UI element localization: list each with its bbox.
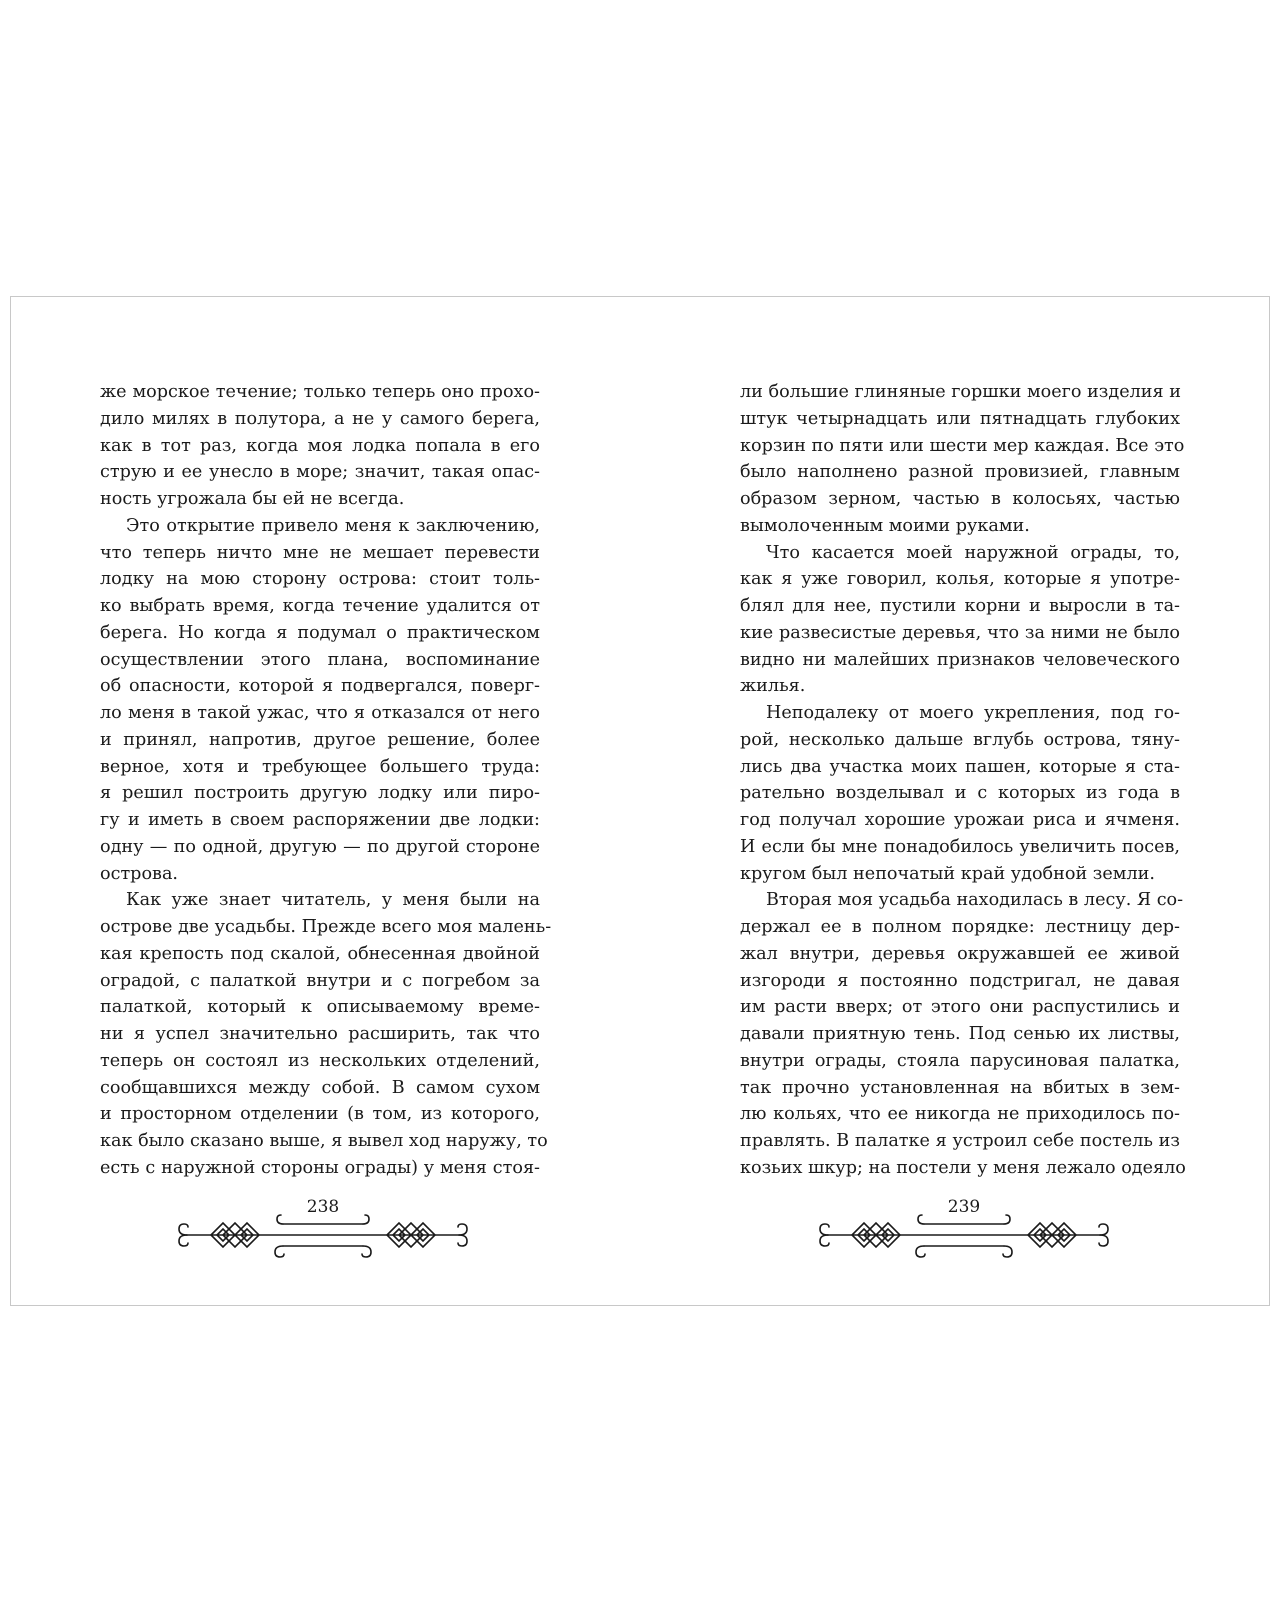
- scroll-ornament-icon: [173, 1211, 473, 1267]
- text-line: внутри ограды, стояла парусиновая палатка,: [740, 1050, 1180, 1071]
- text-line: так прочно установленная на вбитых в зем-: [740, 1077, 1180, 1098]
- right-page-footer: [814, 1197, 1114, 1267]
- text-line: я решил построить другую лодку или пиро-: [100, 783, 540, 804]
- text-line: видно ни малейших признаков человеческого: [740, 649, 1180, 670]
- text-line: струю и ее унесло в море; значит, такая опас-: [100, 462, 540, 483]
- text-line: ни я успел значительно расширить, так что: [100, 1024, 540, 1044]
- text-line: теперь он состоял из нескольких отделений,: [100, 1050, 540, 1071]
- text-line: ло меня в такой ужас, что я отказался от него: [100, 703, 540, 723]
- text-line: гу и иметь в своем распоряжении две лодки:: [100, 810, 540, 830]
- book-spread: [10, 296, 1270, 1306]
- text-line: образом зерном, частью в колосьях, частью: [740, 489, 1180, 509]
- text-line: ли большие глиняные горшки моего изделия и: [740, 382, 1181, 402]
- text-line: дило милях в полутора, а не у самого берега,: [100, 408, 540, 429]
- text-line: что теперь ничто мне не мешает перевести: [100, 542, 540, 563]
- text-line: изгороди я постоянно подстригал, не давая: [740, 970, 1180, 991]
- text-line: же морское течение; только теперь оно прохо-: [100, 382, 540, 402]
- text-line: ко выбрать время, когда течение удалится от: [100, 596, 540, 616]
- text-line: и принял, напротив, другое решение, более: [100, 729, 540, 750]
- text-line: корзин по пяти или шести мер каждая. Все это: [740, 435, 1185, 456]
- text-line: как в тот раз, когда моя лодка попала в его: [100, 435, 540, 456]
- text-line: кругом был непочатый край удобной земли.: [740, 863, 1155, 884]
- text-line: лю кольях, что ее никогда не приходилось по-: [740, 1104, 1180, 1125]
- text-line: ность угрожала бы ей не всегда.: [100, 489, 405, 509]
- text-line: острова.: [100, 863, 179, 884]
- text-line: рательно возделывал и с которых из года в: [740, 783, 1180, 804]
- text-line: лись два участка моих пашен, которые я ста-: [740, 756, 1180, 777]
- text-line: кие развесистые деревья, что за ними не было: [740, 622, 1180, 643]
- text-line: правлять. В палатке я устроил себе постель из: [740, 1131, 1180, 1151]
- left-page-text: [100, 379, 552, 1182]
- text-line: И если бы мне понадобилось увеличить посев,: [740, 836, 1180, 857]
- text-line: год получал хорошие урожаи риса и ячменя.: [740, 810, 1180, 830]
- text-line: есть с наружной стороны ограды) у меня стоя-: [100, 1157, 540, 1178]
- text-line: сообщавшихся между собой. В самом сухом: [100, 1077, 540, 1098]
- text-line: как я уже говорил, колья, которые я употре-: [740, 569, 1180, 590]
- text-line: Неподалеку от моего укрепления, под го-: [766, 703, 1180, 723]
- text-line: им расти вверх; от этого они распустились и: [740, 997, 1180, 1018]
- text-line: и просторном отделении (в том, из которого,: [100, 1104, 540, 1125]
- right-page-text: [740, 379, 1186, 1182]
- page-number-left: 238: [306, 1197, 340, 1217]
- text-line: острове две усадьбы. Прежде всего моя малень-: [100, 917, 552, 937]
- text-line: верное, хотя и требующее большего труда:: [100, 756, 540, 777]
- text-line: лодку на мою сторону острова: стоит толь-: [100, 569, 540, 590]
- text-line: рой, несколько дальше вглубь острова, тяну-: [740, 729, 1180, 750]
- text-line: держал ее в полном порядке: лестницу дер-: [740, 917, 1180, 937]
- text-line: Что касается моей наружной ограды, то,: [766, 542, 1180, 563]
- text-line: Вторая моя усадьба находилась в лесу. Я со-: [766, 890, 1184, 911]
- text-line: давали приятную тень. Под сенью их листвы,: [740, 1024, 1180, 1044]
- text-line: об опасности, которой я подвергался, поверг-: [100, 676, 540, 697]
- text-line: жилья.: [740, 676, 806, 697]
- text-line: вымолоченным моими руками.: [740, 515, 1030, 536]
- text-line: штук четырнадцать или пятнадцать глубоких: [740, 408, 1180, 429]
- page-number-right: 239: [947, 1197, 981, 1217]
- text-line: одну — по одной, другую — по другой стороне: [100, 836, 540, 857]
- text-line: Как уже знает читатель, у меня были на: [126, 890, 540, 911]
- text-line: оградой, с палаткой внутри и с погребом за: [100, 970, 540, 991]
- text-line: как было сказано выше, я вывел ход наружу, то: [100, 1131, 548, 1151]
- text-line: жал внутри, деревья окружавшей ее живой: [740, 943, 1180, 964]
- text-line: осуществлении этого плана, воспоминание: [100, 649, 540, 670]
- text-line: Это открытие привело меня к заключению,: [126, 515, 540, 536]
- left-page-footer: [173, 1197, 473, 1267]
- text-line: кая крепость под скалой, обнесенная двойной: [100, 943, 540, 964]
- text-line: блял для нее, пустили корни и выросли в та-: [740, 596, 1180, 616]
- text-line: палаткой, который к описываемому време-: [100, 997, 540, 1018]
- text-line: было наполнено разной провизией, главным: [740, 462, 1180, 483]
- scroll-ornament-icon: [814, 1211, 1114, 1267]
- text-line: берега. Но когда я подумал о практическом: [100, 622, 540, 643]
- text-line: козьих шкур; на постели у меня лежало одеяло: [740, 1157, 1186, 1178]
